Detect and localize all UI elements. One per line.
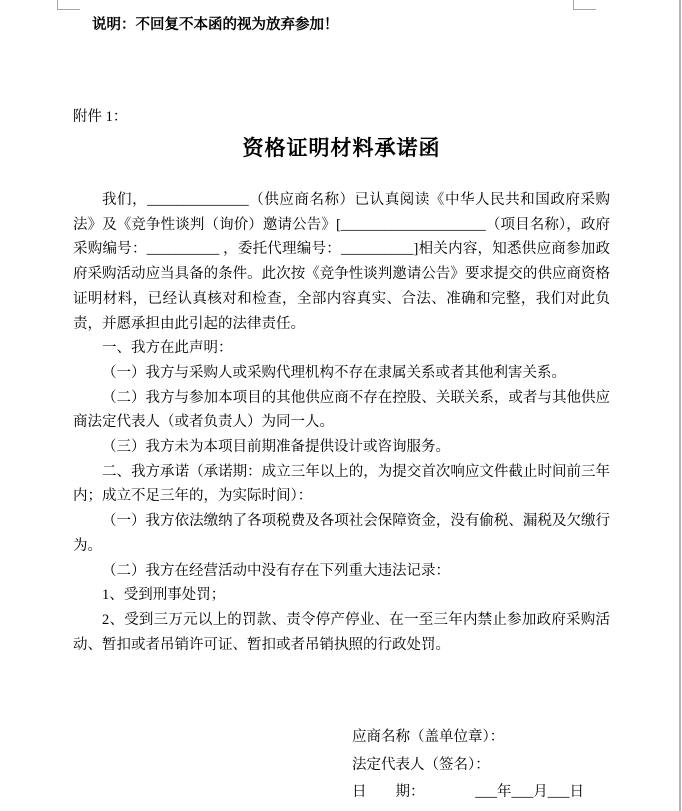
page-edge-line bbox=[679, 0, 681, 811]
signature-date-line: 日 期： ___年___月___日 bbox=[352, 784, 584, 800]
body-paragraph: （二）我方与参加本项目的其他供应商不存在控股、关联关系，或者与其他供应商法定代表人（或者负责人）为同一人。 bbox=[73, 389, 610, 431]
signature-supplier-line: 应商名称（盖单位章）： bbox=[352, 729, 505, 745]
attachment-label: 附件 1： bbox=[73, 109, 128, 125]
body-paragraph: 我们，______________（供应商名称）已认真阅读《中华人民共和国政府采购法》及《竞争性谈判（询价）邀请公告》[____________________（项目名称），政府采购编号：__________ ，委托代理编号：__________]相关内容，知悉供应商参加政府采购活动应当具备的条件。此次按《竞争性谈判邀请公告》要求提交的供应商资格证明材料，已经认真核对和检查，全部内容真实、合法、准确和完整，我们对此负责，并愿承担由此引起的法律责任。 bbox=[73, 192, 610, 332]
body-paragraph: 1、受到刑事处罚； bbox=[102, 587, 226, 604]
body-paragraph: （三）我方未为本项目前期准备提供设计或咨询服务。 bbox=[102, 439, 450, 456]
document-title: 资格证明材料承诺函 bbox=[242, 136, 441, 160]
body-paragraphs bbox=[73, 188, 610, 657]
body-paragraph: 2、受到三万元以上的罚款、责令停产停业、在一至三年内禁止参加政府采购活动、暂扣或者吊销许可证、暂扣或者吊销执照的行政处罚。 bbox=[73, 611, 610, 653]
body-paragraph: （二）我方在经营活动中没有存在下列重大违法记录： bbox=[102, 562, 450, 579]
text-boundary-mark-right bbox=[573, 0, 596, 10]
signature-block bbox=[352, 724, 584, 807]
text-boundary-mark-left bbox=[57, 0, 80, 10]
body-paragraph: （一）我方与采购人或采购代理机构不存在隶属关系或者其他利害关系。 bbox=[102, 364, 566, 381]
body-paragraph: 二、我方承诺（承诺期：成立三年以上的，为提交首次响应文件截止时间前三年内；成立不足三年的，为实际时间）： bbox=[73, 463, 610, 505]
body-paragraph: 一、我方在此声明： bbox=[102, 340, 233, 357]
top-note: 说明：不回复不本函的视为放弃参加！ bbox=[92, 17, 339, 33]
signature-legal-rep-line: 法定代表人（签名）： bbox=[352, 756, 490, 773]
body-paragraph: （一）我方依法缴纳了各项税费及各项社会保障资金，没有偷税、漏税及欠缴行为。 bbox=[73, 513, 610, 554]
